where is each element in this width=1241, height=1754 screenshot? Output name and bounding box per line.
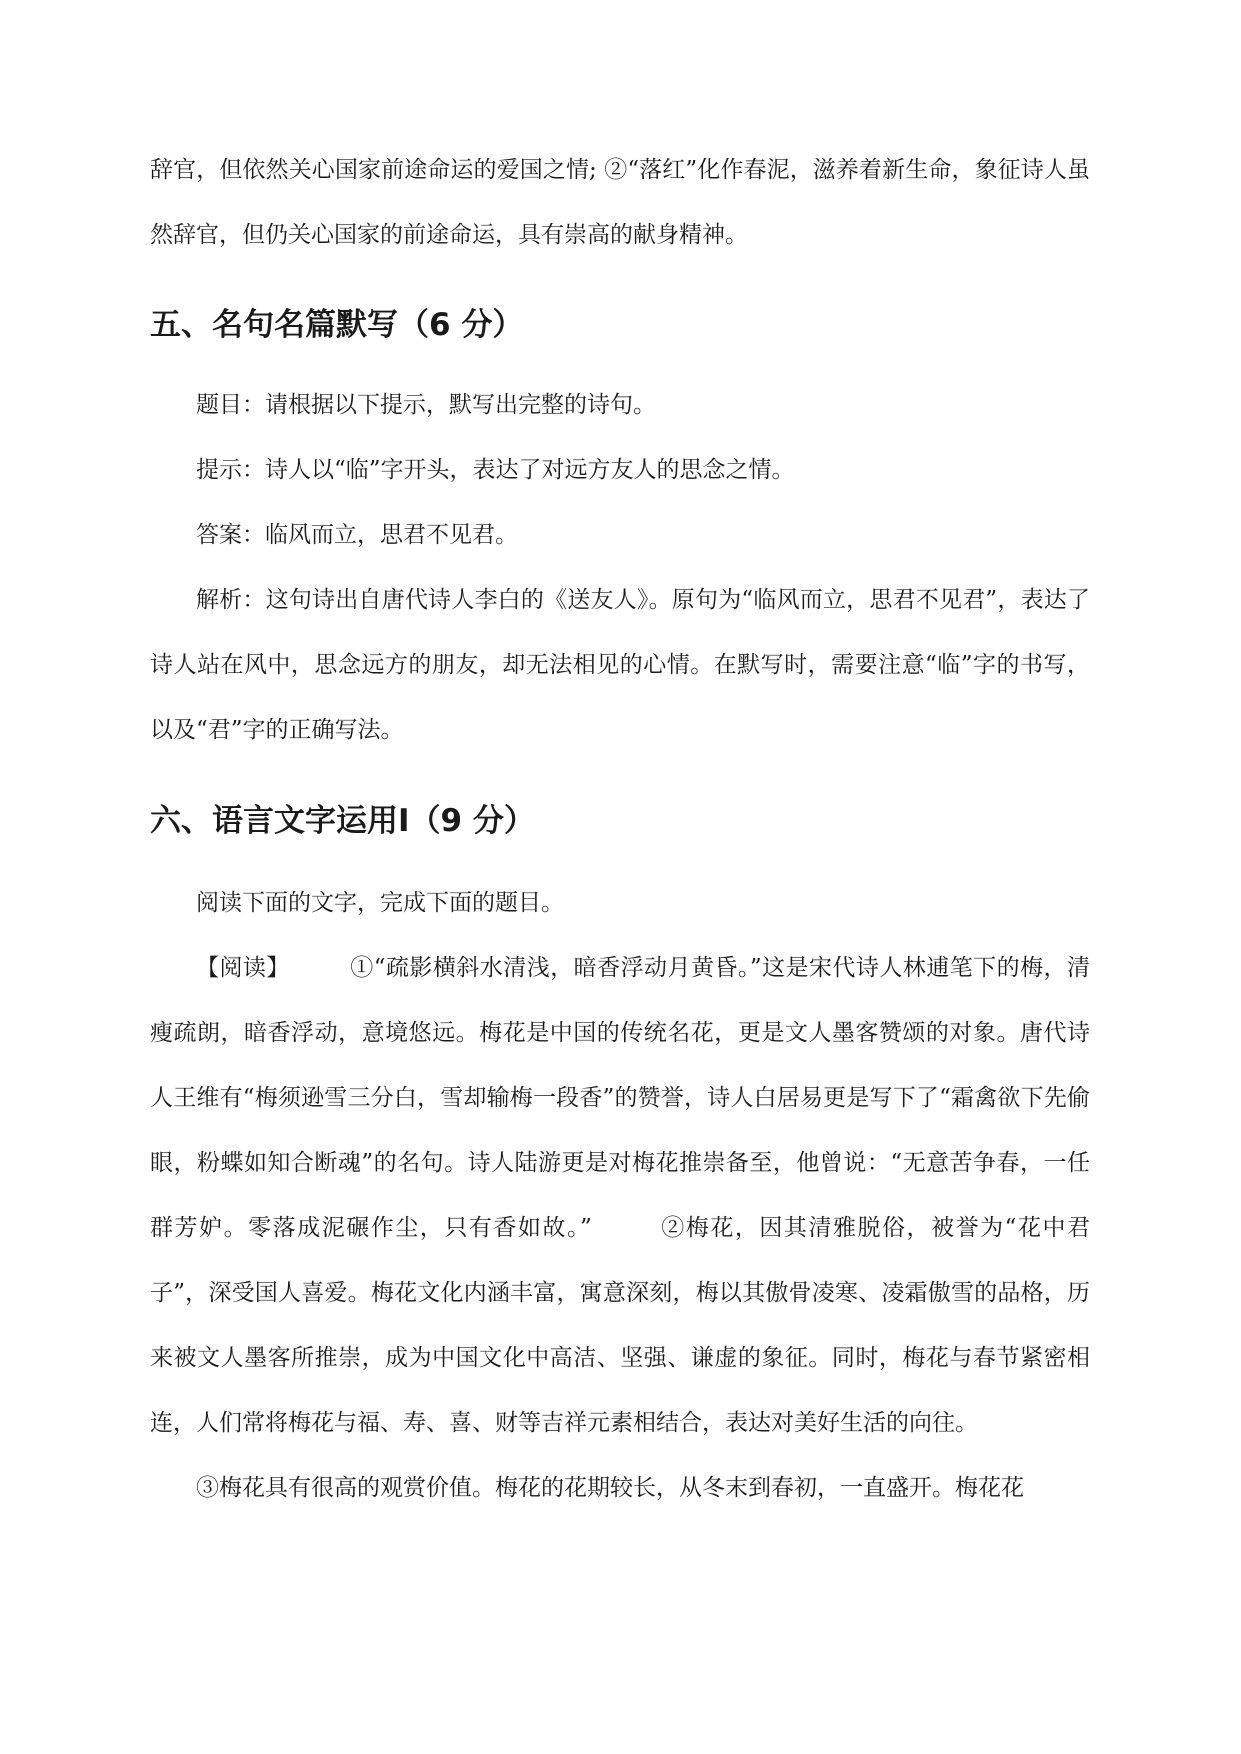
- reading-passage: [150, 936, 1090, 1456]
- reading-paragraph-1: ①“疏影横斜水清浅，暗香浮动月黄昏。”这是宋代诗人林逋笔下的梅，清瘦疏朗，暗香浮动，意境悠远。梅花是中国的传统名花，更是文人墨客赞颂的对象。唐代诗人王维有“梅须逊雪三分白，雪却输梅一段香”的赞誉，诗人白居易更是写下了“霜禽欲下先偷眼，粉蝶如知合断魂”的名句。诗人陆游更是对梅花推崇备至，他曾说：“无意苦争春，一任群芳妒。零落成泥碾作尘，只有香如故。”: [150, 955, 1090, 1241]
- document-page: [150, 138, 1090, 1521]
- section-6-instruction: 阅读下面的文字，完成下面的题目。: [196, 890, 564, 916]
- section-6-heading: 六、语言文字运用Ⅰ（9 分）: [150, 803, 535, 839]
- intro-paragraph: 辞官，但依然关心国家前途命运的爱国之情; ②“落红”化作春泥，滋养着新生命，象征诗人虽然辞官，但仍关心国家的前途命运，具有崇高的献身精神。: [150, 157, 1090, 248]
- section-5-hint: 提示：诗人以“临”字开头，表达了对远方友人的思念之情。: [196, 457, 795, 483]
- reading-paragraph-2: ②梅花，因其清雅脱俗，被誉为“花中君子”，深受国人喜爱。梅花文化内涵丰富，寓意深刻，梅以其傲骨凌寒、凌霜傲雪的品格，历来被文人墨客所推崇，成为中国文化中高洁、坚强、谦虚的象征。同时，梅花与春节紧密相连，人们常将梅花与福、寿、喜、财等吉祥元素相结合，表达对美好生活的向往。: [150, 1215, 1090, 1436]
- section-5-answer: 答案：临风而立，思君不见君。: [196, 522, 518, 548]
- section-5-question: 题目：请根据以下提示，默写出完整的诗句。: [196, 392, 656, 418]
- reading-label: 【阅读】: [196, 955, 290, 981]
- reading-paragraph-3: ③梅花具有很高的观赏价值。梅花的花期较长，从冬末到春初，一直盛开。梅花花: [196, 1475, 1024, 1501]
- section-5-analysis: 解析：这句诗出自唐代诗人李白的《送友人》。原句为“临风而立，思君不见君”，表达了诗人站在风中，思念远方的朋友，却无法相见的心情。在默写时，需要注意“临”字的书写，以及“君”字的正确写法。: [150, 587, 1090, 743]
- section-5-heading: 五、名句名篇默写（6 分）: [150, 307, 524, 343]
